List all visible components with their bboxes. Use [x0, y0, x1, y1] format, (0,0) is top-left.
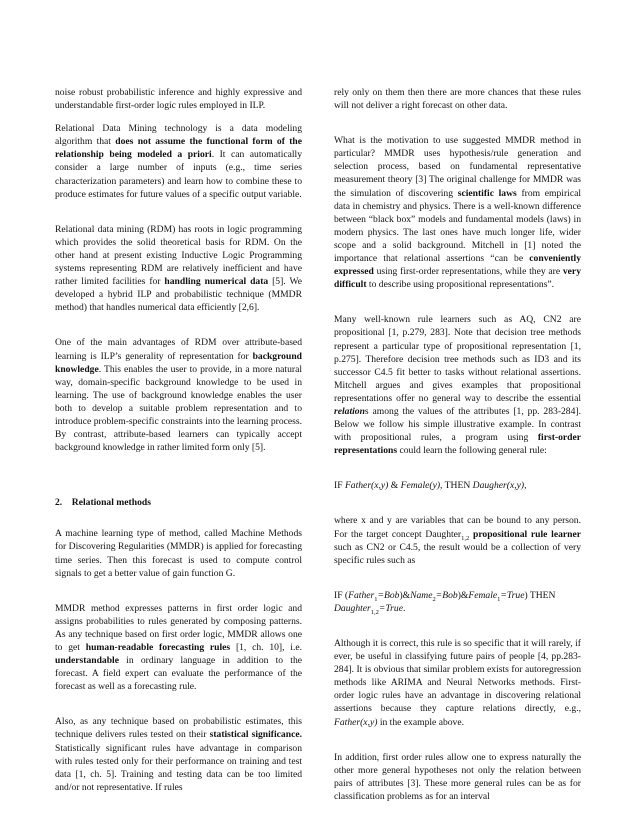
right-paragraph-6: In addition, first order rules allow one to express naturally the other more general hypotheses not only the relation between pairs of attributes [3]. These more general rules can be as for classification problems as for an interval [334, 751, 581, 802]
left-paragraph-5: A machine learning type of method, called Machine Methods for Discovering Regularities (MMDR) is applied for forecasting time series. Then this forecast is used to compute control signals to get a better value of gain function G. [55, 528, 302, 579]
rule-example-1: IF Father(x,y) & Female(y), THEN Daugher(x,y), [334, 480, 527, 492]
left-paragraph-3: Relational data mining (RDM) has roots in logic programming which provides the solid theoretical basis for RDM. On the other hand at present existing Inductive Logic Programming systems representing RDM are relatively inefficient and have rather limited facilities for handling numerical data [5]. We developed a hybrid ILP and probabilistic technique (MMDR method) that handles numerical data efficiently [2,6]. [55, 223, 302, 314]
section-heading: 2. Relational methods [55, 497, 151, 509]
left-paragraph-7: Also, as any technique based on probabilistic estimates, this technique delivers rules tested on their statistical significance. Statistically significant rules have advantage in comparison with rules tested only for their performance on training and test data [1, ch. 5]. Training and testing data can be too limited and/or not representative. If rules [55, 716, 302, 793]
left-paragraph-6: MMDR method expresses patterns in first order logic and assigns probabilities to rules generated by composing patterns. As any technique based on first order logic, MMDR allows one to get human-readable forecasting rules [1, ch. 10], i.e. understandable in ordinary language in addition to the forecast. A field expert can evaluate the performance of the forecast as well as a forecasting rule. [55, 602, 303, 693]
rule-example-2: IF (Father$_1$=Bob)&Name$_2$=Bob)&Female$_1$=True) THEN Daughter$_{1,2}$=True. [334, 589, 556, 616]
right-paragraph-2: What is the motivation to use suggested MMDR method in particular? MMDR uses hypothesis/rule generation and selection process, based on fundamental representative measurement theory [3] The original challenge for MMDR was the simulation of discovering scientific laws from empirical data in chemistry and physics. There is a well-known difference between “black box” models and fundamental models (laws) in modern physics. The last ones have much longer life, wider scope and a solid background. Mitchell in [1] noted the importance that relational assertions “can be conveniently expressed using first-order representations, while they are very difficult to describe using propositional representations”. [334, 135, 582, 291]
right-column [334, 86, 581, 813]
left-paragraph-2: Relational Data Mining technology is a data modeling algorithm that does not assume the functional form of the relationship being modeled a priori. It can automatically consider a large number of inputs (e.g., time series characterization parameters) and learn how to combine these to produce estimates for future values of a specific output variable. [55, 123, 302, 200]
right-paragraph-1: rely only on them then there are more chances that these rules will not deliver a right forecast on other data. [334, 87, 581, 112]
right-paragraph-3: Many well-known rule learners such as AQ, CN2 are propositional [1, p.279, 283]. Note that decision tree methods represent a particular type of propositional representation [1, p.275]. Therefore decision tree methods such as ID3 and its successor C4.5 fit better to tasks without relational assertions. Mitchell argues and gives examples that propositional representations offer no general way to describe the essential relations among the values of the attributes [1, pp. 283-284]. Below we follow his simple illustrative example. In contrast with propositional rules, a program using first-order representations could learn the following general rule: [334, 314, 581, 457]
right-paragraph-5: Although it is correct, this rule is so specific that it will rarely, if ever, be useful in classifying future pairs of people [4, pp.283-284]. It is obvious that similar problem exists for autoregression methods like ARIMA and Neural Networks methods. First-order logic rules have an advantage in discovering relational assertions because they capture relations directly, e.g., Father(x,y) in the example above. [334, 638, 581, 728]
left-paragraph-1: noise robust probabilistic inference and highly expressive and understandable first-order logic rules employed in ILP. [55, 87, 302, 112]
right-paragraph-4: where x and y are variables that can be bound to any person. For the target concept Daughter$_{1,2}$ propositional rule learner such as CN2 or C4.5, the result would be a collection of very specific rules such as [334, 515, 581, 566]
left-column [55, 86, 302, 804]
left-paragraph-4: One of the main advantages of RDM over attribute-based learning is ILP’s generality of representation for background knowledge. This enables the user to provide, in a more natural way, domain-specific background knowledge to be used in learning. The use of background knowledge enables the user both to develop a suitable problem representation and to introduce problem-specific constraints into the learning process. By contrast, attribute-based learners can typically accept background knowledge in rather limited form only [5]. [55, 337, 302, 454]
